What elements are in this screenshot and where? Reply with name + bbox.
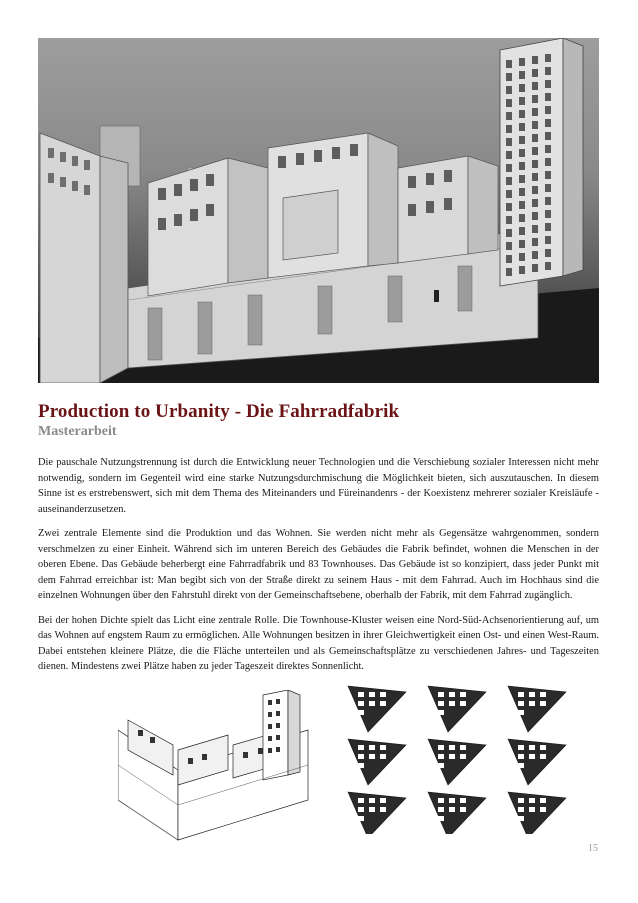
hero-model-photo [38, 38, 599, 383]
model-illustration [38, 38, 599, 383]
site-plan-thumbnail [348, 686, 406, 732]
site-plan-thumbnail [348, 792, 406, 834]
page-number: 15 [588, 843, 598, 854]
site-plan-thumbnail [428, 686, 486, 732]
site-plan-grid [344, 684, 574, 839]
site-plan-thumbnail [348, 739, 406, 785]
site-plan-thumbnail [428, 792, 486, 834]
page-subtitle: Masterarbeit [38, 424, 117, 439]
paragraph-light: Bei der hohen Dichte spielt das Licht eine zentrale Rolle. Die Townhouse-Kluster weisen eine Nord-Süd-Achsenorientierung auf, um das Wohnen auf engstem Raum zu ermöglichen. Alle Wohnungen besitzen in ihrer Gleichwertigkeit einen Ost- und einen West-Raum. Dabei entstehen kleinere Plätze, die die Fläche unterteilen und als Gemeinschaftsplätze zu verschiedenen Jahres- und Tageszeiten dienen. Mindestens zwei Plätze haben zu jeder Tageszeit direktes Sonnenlicht. [38, 614, 599, 672]
site-plan-thumbnail [508, 792, 566, 834]
site-plan-thumbnail [508, 739, 566, 785]
paragraph-production: Zwei zentrale Elemente sind die Produktion und das Wohnen. Sie werden nicht mehr als Gegensätze wahrgenommen, sondern verschmelzen zu einer Einheit. Während sich im unteren Bereich des Gebäudes die Fabrik befindet, wohnen die Menschen in der oberen Ebene. Das Gebäude beherbergt eine Fahrradfabrik und 83 Townhouses. Das Gebäude ist so konzipiert, dass jeder Punkt mit dem Fahrrad erreichbar ist: Man begibt sich von der Straße direkt zu seinem Haus - mit dem Fahrrad. Auch im Hochhaus sind die einzelnen Wohnungen über den Fahrstuhl direkt von der Gemeinschaftsebene, oberhalb der Fabrik, mit dem Fahrrad zugänglich. [38, 528, 599, 601]
axonometric-drawing [118, 690, 328, 855]
paragraph-intro: Die pauschale Nutzungstrennung ist durch die Entwicklung neuer Technologien und die Verschiebung sozialer Interessen nicht mehr notwendig, sondern im Gegenteil wird eine starke Nutzungsdurchmischung die Möglichkeit bieten, sich auszutauschen. In diesem Sinne ist es erstrebenswert, sich mit dem Thema des Miteinanders und Füreinandenrs - der Koexistenz mehrerer sozialer Kreisläufe - auseinanderzusetzen. [38, 457, 599, 515]
page-title: Production to Urbanity - Die Fahrradfabrik [38, 401, 400, 422]
site-plan-thumbnail [508, 686, 566, 732]
site-plan-thumbnail [428, 739, 486, 785]
body-text [38, 455, 599, 684]
